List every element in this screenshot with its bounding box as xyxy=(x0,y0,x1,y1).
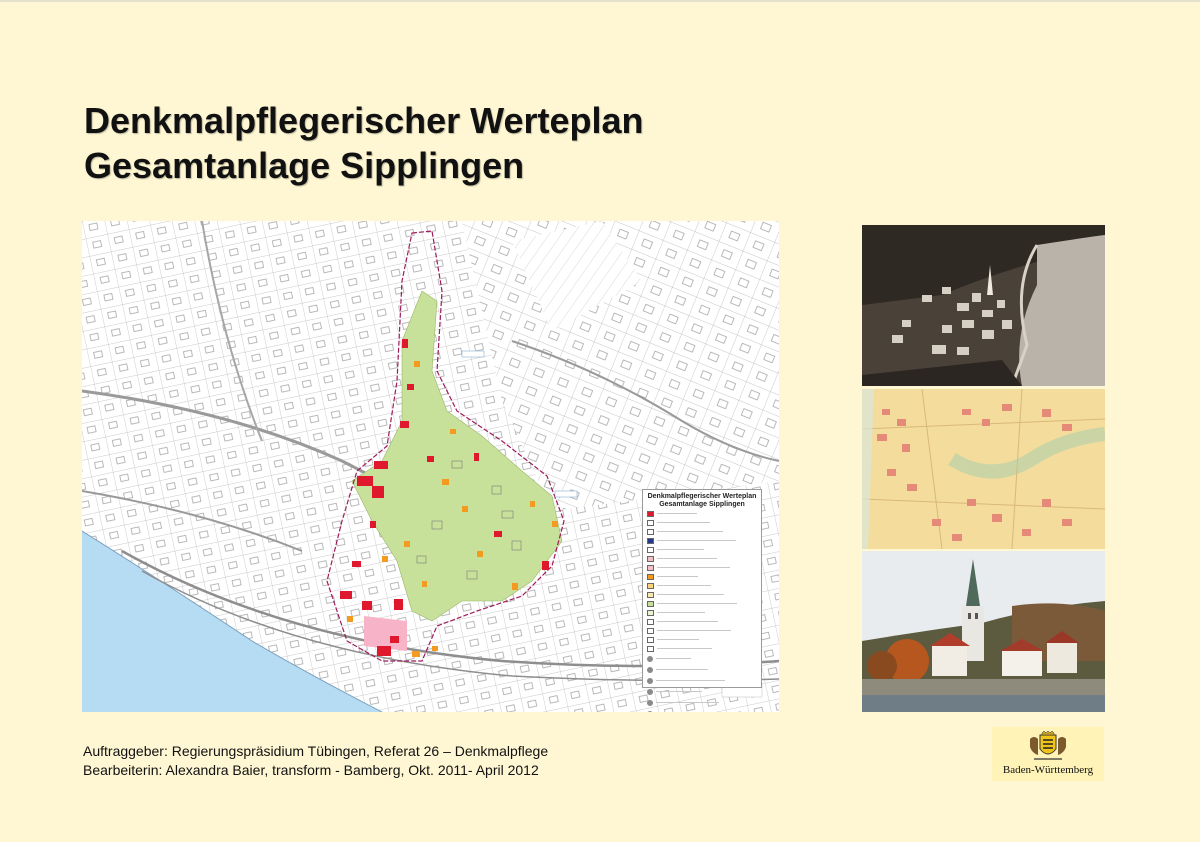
coat-of-arms-icon xyxy=(1026,731,1070,763)
legend-text-placeholder xyxy=(656,680,725,681)
legend-item xyxy=(647,644,761,653)
legend-text-placeholder xyxy=(657,585,711,586)
legend-text-placeholder xyxy=(657,594,724,595)
legend-swatch xyxy=(647,601,654,607)
legend-swatch xyxy=(647,529,654,535)
legend-item xyxy=(647,554,761,563)
legend-swatch xyxy=(647,592,654,598)
legend-symbol-item xyxy=(647,675,761,686)
legend-bullet-icon xyxy=(647,656,653,662)
legend-symbol-item xyxy=(647,708,761,712)
legend-bullet-icon xyxy=(647,700,653,706)
legend-swatch xyxy=(647,547,654,553)
map-legend xyxy=(642,489,762,688)
legend-item xyxy=(647,590,761,599)
legend-title: Denkmalpflegerischer Werteplan Gesamtanlage Sipplingen xyxy=(647,493,757,508)
legend-item xyxy=(647,626,761,635)
legend-swatch xyxy=(647,511,654,517)
legend-symbol-item xyxy=(647,664,761,675)
legend-item xyxy=(647,617,761,626)
legend-swatch xyxy=(647,520,654,526)
legend-item xyxy=(647,608,761,617)
legend-text-placeholder xyxy=(656,658,691,659)
legend-symbol-item xyxy=(647,686,761,697)
legend-text-placeholder xyxy=(657,576,698,577)
legend-item xyxy=(647,572,761,581)
legend-swatch xyxy=(647,628,654,634)
page-title xyxy=(84,98,644,188)
legend-symbol-item xyxy=(647,697,761,708)
legend-text-placeholder xyxy=(657,603,737,604)
legend-item xyxy=(647,518,761,527)
legend-text-placeholder xyxy=(656,669,708,670)
legend-item xyxy=(647,545,761,554)
footer-credits xyxy=(83,742,548,780)
legend-item xyxy=(647,527,761,536)
legend-swatch xyxy=(647,574,654,580)
legend-swatch xyxy=(647,556,654,562)
monument-plan-map xyxy=(82,221,779,712)
legend-item xyxy=(647,581,761,590)
legend-text-placeholder xyxy=(657,639,699,640)
legend-bullet-icon xyxy=(647,689,653,695)
legend-text-placeholder xyxy=(656,702,719,703)
logo-text: Baden-Württemberg xyxy=(1002,764,1094,776)
legend-item xyxy=(647,635,761,644)
legend-text-placeholder xyxy=(657,531,723,532)
legend-bullet-icon xyxy=(647,667,653,673)
title-line-1: Denkmalpflegerischer Werteplan xyxy=(84,100,644,141)
legend-swatch xyxy=(647,538,654,544)
legend-text-placeholder xyxy=(657,621,718,622)
legend-text-placeholder xyxy=(657,648,712,649)
legend-swatch xyxy=(647,619,654,625)
legend-text-placeholder xyxy=(657,612,705,613)
baden-wuerttemberg-logo xyxy=(992,727,1104,781)
client-line: Auftraggeber: Regierungspräsidium Tübingen, Referat 26 – Denkmalpflege xyxy=(83,743,549,759)
legend-bullet-icon xyxy=(647,711,653,713)
legend-item xyxy=(647,599,761,608)
legend-text-placeholder xyxy=(657,540,736,541)
legend-text-placeholder xyxy=(657,630,731,631)
legend-text-placeholder xyxy=(656,691,702,692)
village-church-photo xyxy=(862,551,1105,712)
legend-swatch xyxy=(647,565,654,571)
top-border xyxy=(0,0,1200,2)
legend-text-placeholder xyxy=(657,513,697,514)
legend-text-placeholder xyxy=(657,558,717,559)
legend-text-placeholder xyxy=(657,567,730,568)
legend-item xyxy=(647,536,761,545)
historic-aerial-photo xyxy=(862,225,1105,386)
legend-items xyxy=(643,509,761,712)
legend-symbol-item xyxy=(647,653,761,664)
legend-item xyxy=(647,563,761,572)
legend-text-placeholder xyxy=(657,522,710,523)
legend-text-placeholder xyxy=(657,549,704,550)
legend-swatch xyxy=(647,610,654,616)
title-line-2: Gesamtanlage Sipplingen xyxy=(84,145,525,186)
historic-cadastral-map xyxy=(862,389,1105,549)
legend-item xyxy=(647,509,761,518)
legend-swatch xyxy=(647,646,654,652)
legend-swatch xyxy=(647,637,654,643)
legend-bullet-icon xyxy=(647,678,653,684)
legend-swatch xyxy=(647,583,654,589)
author-line: Bearbeiterin: Alexandra Baier, transform - Bamberg, Okt. 2011- April 2012 xyxy=(83,762,539,778)
